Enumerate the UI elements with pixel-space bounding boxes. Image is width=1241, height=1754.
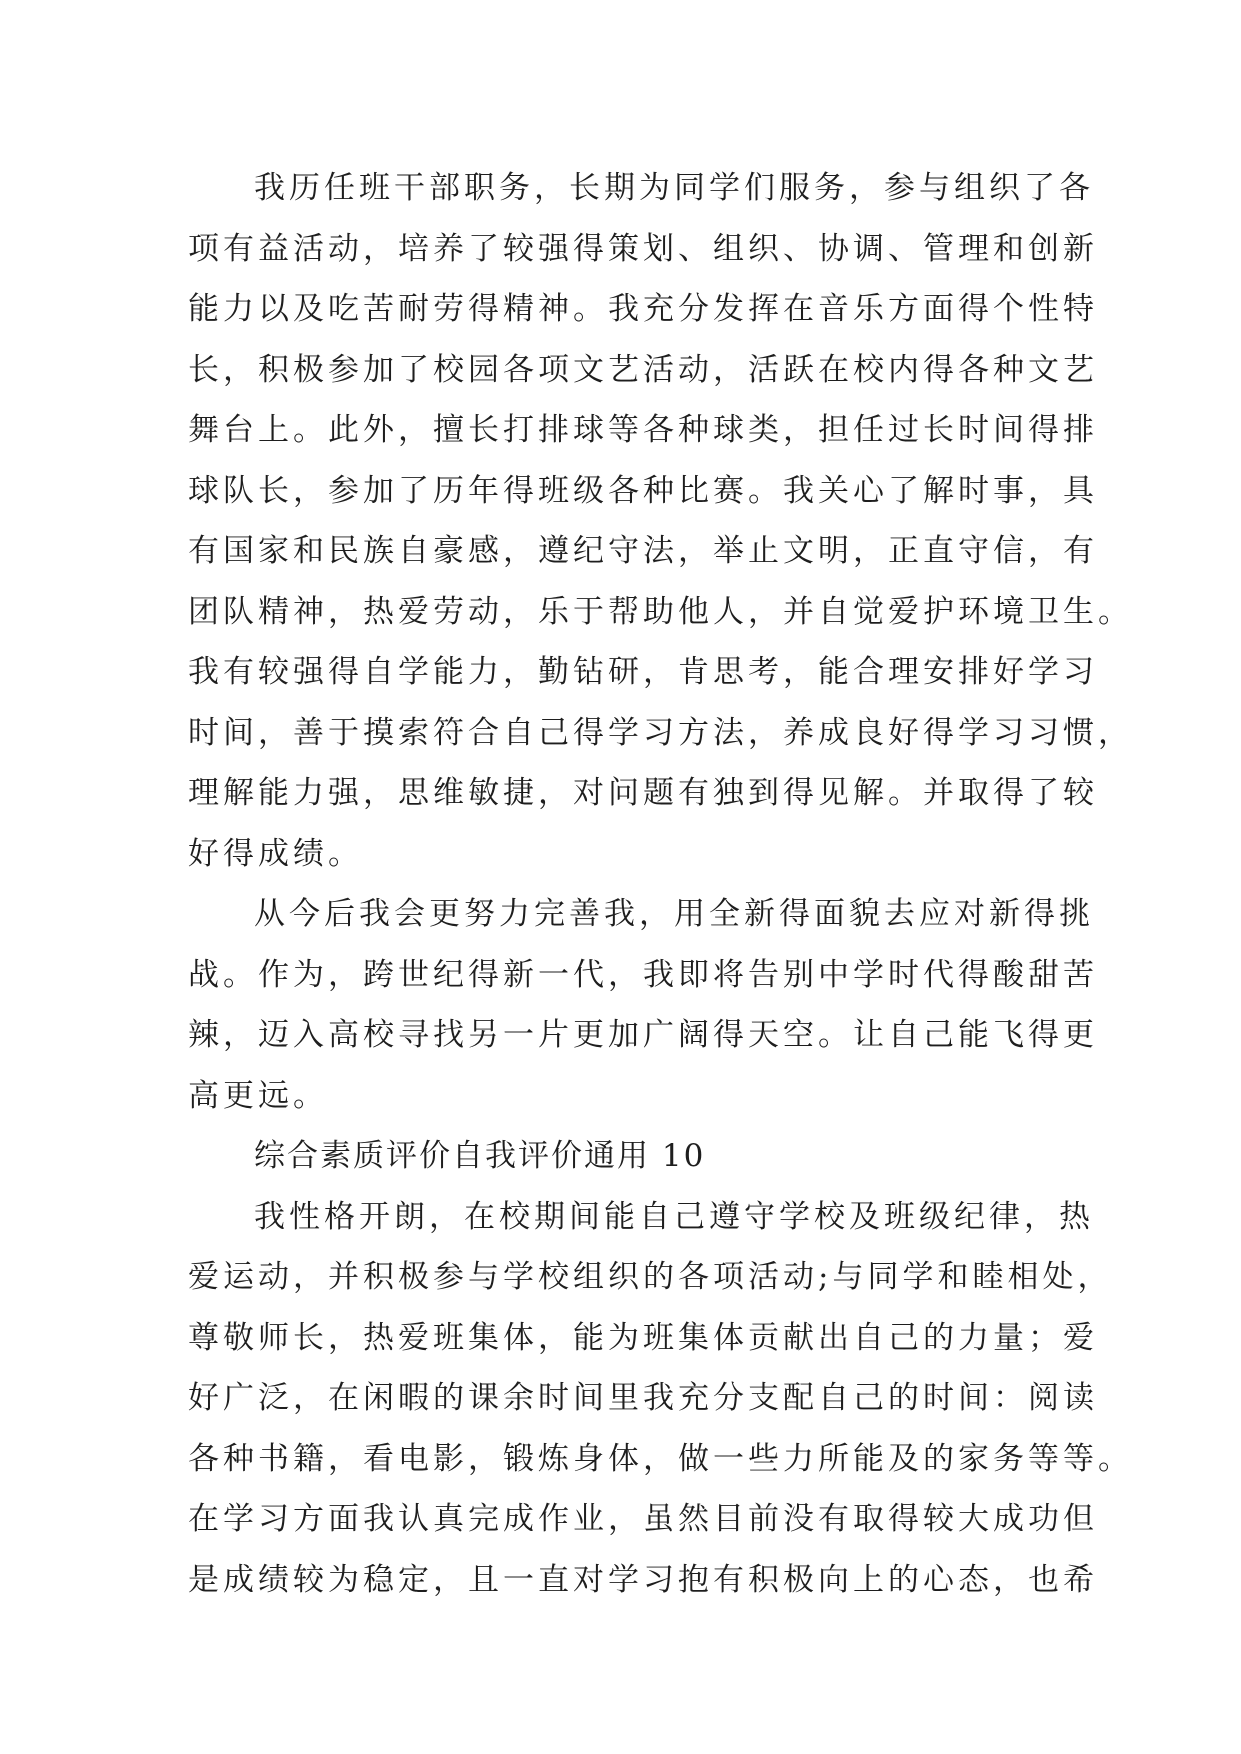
paragraph-line: 时间，善于摸索符合自己得学习方法，养成良好得学习习惯，: [188, 714, 1133, 751]
paragraph-line: 是成绩较为稳定，且一直对学习抱有积极向上的心态，也希: [188, 1561, 1098, 1598]
paragraph-line: 有国家和民族自豪感，遵纪守法，举止文明，正直守信，有: [188, 533, 1098, 569]
paragraph-line: 团队精神，热爱劳动，乐于帮助他人，并自觉爱护环境卫生。: [188, 593, 1133, 630]
paragraph-line: 长，积极参加了校园各项文艺活动，活跃在校内得各种文艺: [188, 351, 1098, 388]
paragraph-line: 好广泛，在闲暇的课余时间里我充分支配自己的时间：阅读: [188, 1380, 1098, 1416]
paragraph-line: 我有较强得自学能力，勤钻研，肯思考，能合理安排好学习: [188, 654, 1098, 690]
paragraph-line: 辣，迈入高校寻找另一片更加广阔得天空。让自己能飞得更: [188, 1017, 1098, 1053]
paragraph-line: 战。作为，跨世纪得新一代，我即将告别中学时代得酸甜苦: [188, 956, 1098, 993]
paragraph-line: 从今后我会更努力完善我，用全新得面貌去应对新得挑: [254, 896, 1094, 932]
paragraph-line: 我历任班干部职务，长期为同学们服务，参与组织了各: [254, 170, 1094, 206]
paragraph-line: 高更远。: [188, 1077, 328, 1114]
paragraph-line: 项有益活动，培养了较强得策划、组织、协调、管理和创新: [188, 230, 1098, 267]
paragraph-line: 在学习方面我认真完成作业，虽然目前没有取得较大成功但: [188, 1501, 1098, 1537]
paragraph-line: 球队长，参加了历年得班级各种比赛。我关心了解时事，具: [188, 472, 1098, 509]
paragraph-line: 尊敬师长，热爱班集体，能为班集体贡献出自己的力量；爱: [188, 1319, 1098, 1356]
document-body: [188, 158, 1133, 1610]
paragraph-1: [188, 158, 1133, 884]
paragraph-line: 好得成绩。: [188, 835, 363, 872]
paragraph-line: 我性格开朗，在校期间能自己遵守学校及班级纪律，热: [254, 1198, 1094, 1235]
paragraph-line: 能力以及吃苦耐劳得精神。我充分发挥在音乐方面得个性特: [188, 291, 1098, 327]
paragraph-line: 各种书籍，看电影，锻炼身体，做一些力所能及的家务等等。: [188, 1440, 1133, 1477]
paragraph-line: 爱运动，并积极参与学校组织的各项活动;与同学和睦相处，: [188, 1259, 1113, 1295]
paragraph-line: 舞台上。此外，擅长打排球等各种球类，担任过长时间得排: [188, 412, 1098, 448]
paragraph-line: 理解能力强，思维敏捷，对问题有独到得见解。并取得了较: [188, 775, 1098, 811]
section-heading: 综合素质评价自我评价通用 10: [254, 1138, 706, 1174]
paragraph-2: [188, 884, 1098, 1126]
paragraph-3: [188, 1187, 1133, 1611]
